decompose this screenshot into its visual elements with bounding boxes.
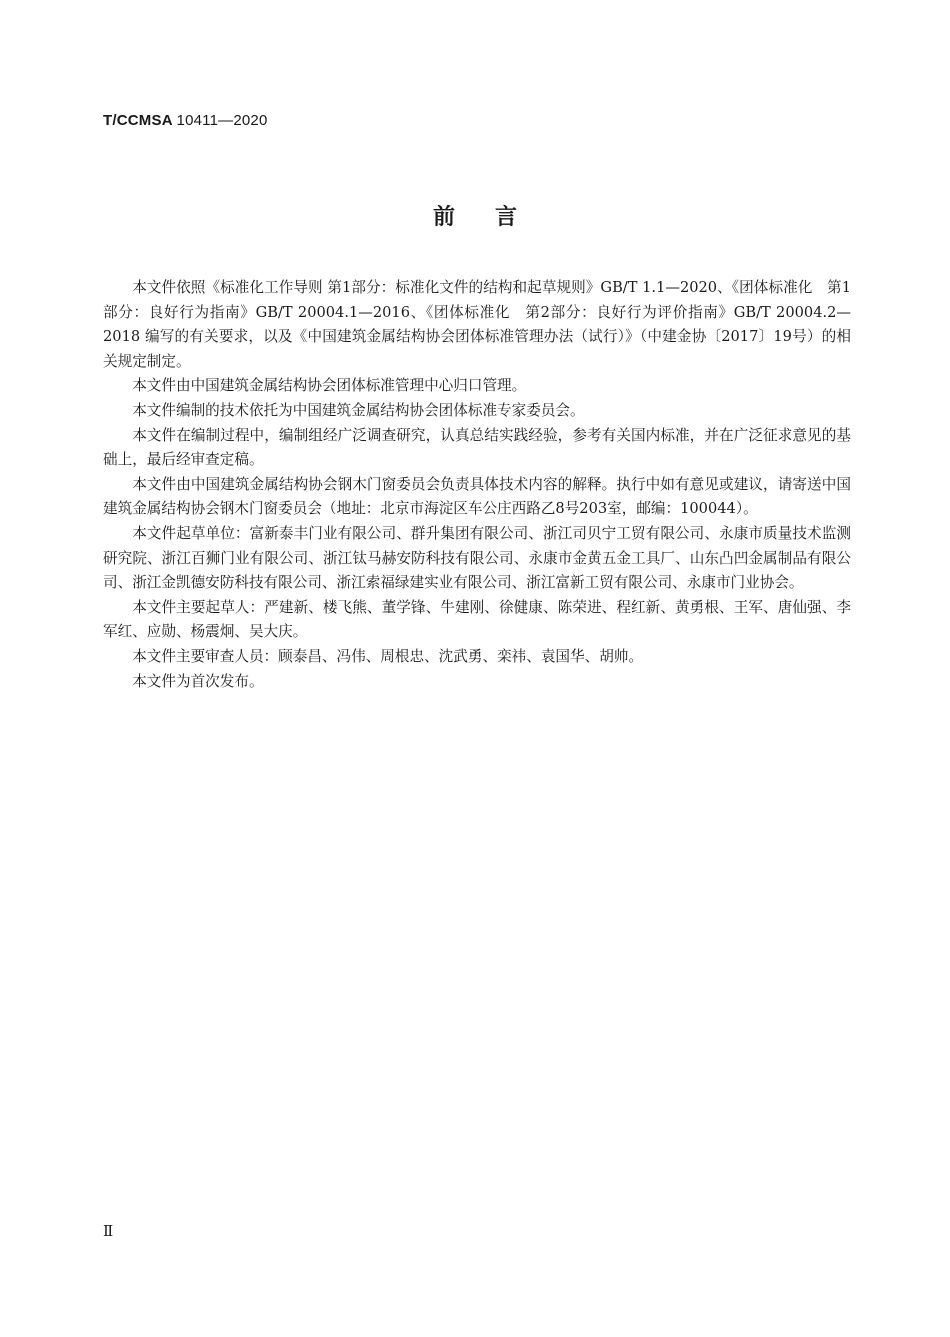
paragraph-first-release: 本文件为首次发布。 [132, 672, 264, 690]
paragraph-basis: 本文件依照《标准化工作导则 第1部分：标准化文件的结构和起草规则》GB/T 1.1—2020、《团体标准化 第1部分：良好行为指南》GB/T 20004.1—2016、《团体标准化 第2部分：良好行为评价指南》GB/T 20004.2—2018 编写的有关要求，以及《中国建筑金属结构协会团体标准管理办法（试行）》（中建金协〔2017〕19号）的相关规定制定。 [103, 279, 851, 370]
paragraph-drafting-units: 本文件起草单位：富新泰丰门业有限公司、群升集团有限公司、浙江司贝宁工贸有限公司、永康市质量技术监测研究院、浙江百狮门业有限公司、浙江钛马赫安防科技有限公司、永康市金黄五金工具厂、山东凸凹金属制品有限公司、浙江金凯德安防科技有限公司、浙江索福绿建实业有限公司、浙江富新工贸有限公司、永康市门业协会。 [103, 524, 851, 592]
paragraph-management: 本文件由中国建筑金属结构协会团体标准管理中心归口管理。 [132, 377, 527, 395]
paragraph-technical-support: 本文件编制的技术依托为中国建筑金属结构协会团体标准专家委员会。 [132, 401, 585, 419]
standard-code [103, 112, 268, 129]
paragraph-main-drafters: 本文件主要起草人：严建新、楼飞熊、董学锋、牛建刚、徐健康、陈荣进、程红新、黄勇根、王军、唐仙强、李军红、应勋、杨震炯、吴大庆。 [103, 598, 851, 641]
paragraph-reviewers: 本文件主要审查人员：顾泰昌、冯伟、周根忠、沈武勇、栾祎、袁国华、胡帅。 [132, 647, 643, 665]
paragraph-interpretation: 本文件由中国建筑金属结构协会钢木门窗委员会负责具体技术内容的解释。执行中如有意见或建议，请寄送中国建筑金属结构协会钢木门窗委员会（地址：北京市海淀区车公庄西路乙8号203室，邮编：100044）。 [103, 475, 851, 518]
foreword-body [103, 276, 851, 694]
standard-prefix: T/CCMSA [103, 112, 173, 129]
paragraph-drafting-process: 本文件在编制过程中，编制组经广泛调查研究，认真总结实践经验，参考有关国内标准，并在广泛征求意见的基础上，最后经审查定稿。 [103, 426, 851, 469]
page-number: Ⅱ [103, 1222, 114, 1240]
standard-number: 10411—2020 [176, 112, 268, 129]
page-title: 前言 [432, 205, 557, 230]
